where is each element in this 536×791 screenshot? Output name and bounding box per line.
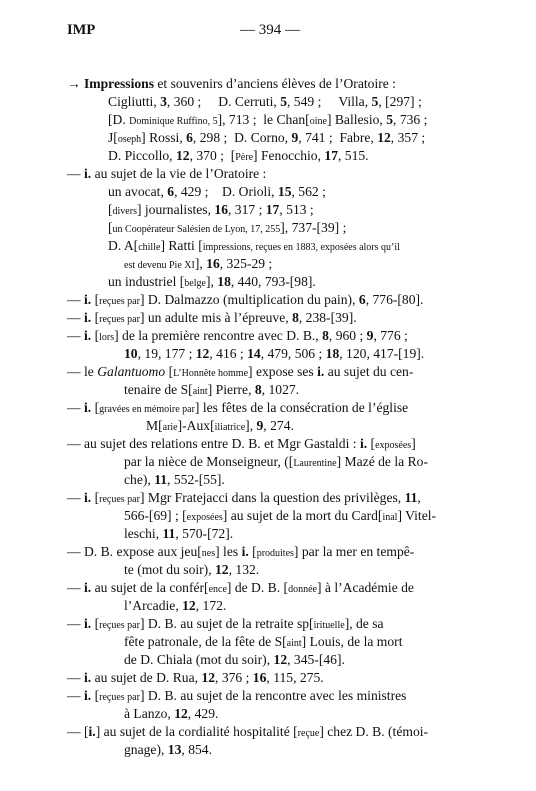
index-line: — au sujet des relations entre D. B. et Mgr Gastaldi : i. [exposées]	[67, 436, 416, 451]
index-line: 10, 19, 177 ; 12, 416 ; 14, 479, 506 ; 18, 120, 417-[19].	[124, 346, 425, 361]
index-line: leschi, 11, 570-[72].	[124, 526, 234, 541]
index-line: — [i.] au sujet de la cordialité hospitalité [reçue] chez D. B. (témoi-	[67, 724, 429, 739]
index-line: — i. [gravées en mémoire par] les fêtes de la consécration de l’église	[67, 400, 409, 415]
index-line: [D. Dominique Ruffino, 5], 713 ; le Chan[oine] Ballesio, 5, 736 ;	[108, 112, 428, 127]
index-line: Cigliutti, 3, 360 ; D. Cerruti, 5, 549 ; Villa, 5, [297] ;	[108, 94, 422, 109]
page-number: — 394 —	[240, 22, 300, 38]
index-line: che), 11, 552-[55].	[124, 472, 225, 487]
index-line: D. A[chille] Ratti [impressions, reçues en 1883, exposées alors qu’il	[108, 238, 400, 253]
index-line: [divers] journalistes, 16, 317 ; 17, 513 ;	[108, 202, 314, 217]
index-line: — D. B. expose aux jeu[nes] les i. [produites] par la mer en tempê-	[67, 544, 415, 559]
index-line: 566-[69] ; [exposées] au sujet de la mort du Card[inal] Vitel-	[124, 508, 437, 523]
index-line: — i. au sujet de D. Rua, 12, 376 ; 16, 115, 275.	[67, 670, 324, 685]
index-line: — i. [lors] de la première rencontre avec D. B., 8, 960 ; 9, 776 ;	[67, 328, 408, 343]
index-line: est devenu Pie XI], 16, 325-29 ;	[124, 256, 273, 271]
index-line: fête patronale, de la fête de S[aint] Louis, de la mort	[124, 634, 403, 649]
index-line: [un Coopérateur Salésien de Lyon, 17, 255], 737-[39] ;	[108, 220, 347, 235]
index-line: — i. [reçues par] Mgr Fratejacci dans la question des privilèges, 11,	[67, 490, 421, 505]
index-line: te (mot du soir), 12, 132.	[124, 562, 260, 577]
index-line: M[arie]-Aux[iliatrice], 9, 274.	[146, 418, 294, 433]
index-line: — le Galantuomo [L’Honnête homme] expose ses i. au sujet du cen-	[67, 364, 414, 379]
index-line: — i. [reçues par] un adulte mis à l’épreuve, 8, 238-[39].	[67, 310, 357, 325]
index-line: de D. Chiala (mot du soir), 12, 345-[46].	[124, 652, 345, 667]
running-head: IMP	[67, 22, 96, 38]
index-line: — i. au sujet de la confér[ence] de D. B. [donnée] à l’Académie de	[67, 580, 414, 595]
index-line: un industriel [belge], 18, 440, 793-[98].	[108, 274, 316, 289]
index-line: — i. [reçues par] D. B. au sujet de la rencontre avec les ministres	[67, 688, 407, 703]
index-line: à Lanzo, 12, 429.	[124, 706, 219, 721]
index-line: D. Piccollo, 12, 370 ; [Père] Fenocchio, 17, 515.	[108, 148, 369, 163]
index-line: → Impressions et souvenirs d’anciens élèves de l’Oratoire :	[67, 76, 396, 91]
index-line: — i. [reçues par] D. Dalmazzo (multiplication du pain), 6, 776-[80].	[67, 292, 424, 307]
index-line: — i. [reçues par] D. B. au sujet de la retraite sp[irituelle], de sa	[67, 616, 384, 631]
index-line: un avocat, 6, 429 ; D. Orioli, 15, 562 ;	[108, 184, 326, 199]
index-line: J[oseph] Rossi, 6, 298 ; D. Corno, 9, 741 ; Fabre, 12, 357 ;	[108, 130, 426, 145]
index-line: l’Arcadie, 12, 172.	[124, 598, 227, 613]
index-line: gnage), 13, 854.	[124, 742, 212, 757]
index-line: — i. au sujet de la vie de l’Oratoire :	[67, 166, 267, 181]
index-line: tenaire de S[aint] Pierre, 8, 1027.	[124, 382, 300, 397]
index-line: par la nièce de Monseigneur, ([Laurentine] Mazé de la Ro-	[124, 454, 428, 469]
